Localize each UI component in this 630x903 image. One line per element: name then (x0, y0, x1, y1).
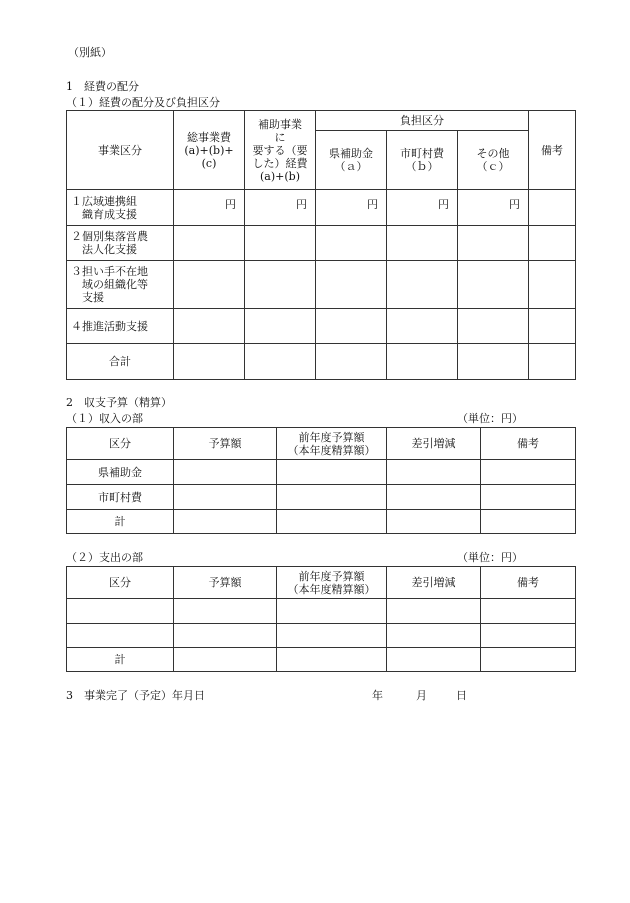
cell-empty (387, 261, 458, 309)
table-row (67, 309, 576, 344)
cell-empty (174, 485, 277, 510)
cell-empty (174, 344, 245, 380)
date-year-label: 年 (372, 689, 383, 702)
header-remarks: 備考 (481, 428, 576, 460)
cell-empty (316, 344, 387, 380)
cell-empty (316, 309, 387, 344)
row-label: 市町村費 (67, 485, 174, 510)
cell-empty (387, 599, 481, 624)
header-prev-budget: 前年度予算額 （本年度精算額） (277, 428, 387, 460)
cell-empty (174, 261, 245, 309)
expense-table (66, 566, 576, 672)
table-row (67, 226, 576, 261)
cell-empty (174, 599, 277, 624)
cell-empty (387, 460, 481, 485)
header-remarks: 備考 (529, 111, 576, 190)
table-row (67, 460, 576, 485)
expense-unit: （単位：円） (457, 551, 523, 564)
header-budget: 予算額 (174, 428, 277, 460)
table-row (67, 261, 576, 309)
section1-title: 1 経費の配分 (66, 80, 139, 93)
cell-empty (458, 261, 529, 309)
cell-empty (387, 510, 481, 534)
cell-empty (277, 624, 387, 648)
yen-unit: 円 (245, 190, 316, 226)
total-label: 合計 (67, 344, 174, 380)
cell-empty (174, 309, 245, 344)
cell-empty (529, 261, 576, 309)
yen-unit: 円 (316, 190, 387, 226)
cell-empty (245, 344, 316, 380)
cell-empty (481, 599, 576, 624)
header-difference: 差引増減 (387, 567, 481, 599)
cell-empty (387, 485, 481, 510)
section2-title: 2 収支予算（精算） (66, 396, 172, 409)
cell-empty (529, 344, 576, 380)
header-category: 事業区分 (67, 111, 174, 190)
header-category: 区分 (67, 428, 174, 460)
income-subtitle: （１）収入の部 (66, 412, 143, 425)
yen-unit: 円 (174, 190, 245, 226)
row-label: 計 (67, 510, 174, 534)
table-row (67, 485, 576, 510)
cell-empty (174, 624, 277, 648)
table-row (67, 510, 576, 534)
cell-empty (529, 226, 576, 261)
row-label: １広域連携組 織育成支援 (67, 190, 174, 226)
row-label: ４推進活動支援 (67, 309, 174, 344)
cell-empty (245, 226, 316, 261)
date-month-label: 月 (416, 689, 427, 702)
cell-empty (458, 344, 529, 380)
income-unit: （単位：円） (457, 412, 523, 425)
cell-empty (277, 485, 387, 510)
cell-empty (529, 190, 576, 226)
header-total: 総事業費 (a)+(b)+ (c) (174, 111, 245, 190)
cell-empty (458, 226, 529, 261)
expense-allocation-table (66, 110, 576, 380)
cell-empty (316, 261, 387, 309)
cell-empty (277, 648, 387, 672)
cell-empty (481, 624, 576, 648)
cell-empty (174, 226, 245, 261)
yen-unit: 円 (387, 190, 458, 226)
row-label: 県補助金 (67, 460, 174, 485)
expense-subtitle: （２）支出の部 (66, 551, 143, 564)
table-row (67, 648, 576, 672)
header-subsidy-cost: 補助事業 に 要する（要 した）経費 (a)+(b) (245, 111, 316, 190)
table-row (67, 190, 576, 226)
cell-empty (481, 648, 576, 672)
cell-empty (174, 510, 277, 534)
cell-empty (245, 309, 316, 344)
header-city: 市町村費 （ｂ） (387, 131, 458, 190)
header-prev-budget: 前年度予算額 （本年度精算額） (277, 567, 387, 599)
header-difference: 差引増減 (387, 428, 481, 460)
cell-empty (458, 309, 529, 344)
header-note: （別紙） (68, 46, 112, 59)
income-table (66, 427, 576, 534)
table-row (67, 599, 576, 624)
header-category: 区分 (67, 567, 174, 599)
cell-empty (277, 510, 387, 534)
date-day-label: 日 (456, 689, 467, 702)
cell-empty (174, 648, 277, 672)
row-label: ２個別集落営農 法人化支援 (67, 226, 174, 261)
row-label: ３担い手不在地 域の組織化等 支援 (67, 261, 174, 309)
section3-title: 3 事業完了（予定）年月日 (66, 689, 205, 702)
cell-empty (387, 226, 458, 261)
row-label: 計 (67, 648, 174, 672)
header-burden: 負担区分 (316, 111, 529, 131)
yen-unit: 円 (458, 190, 529, 226)
cell-empty (387, 309, 458, 344)
cell-empty (529, 309, 576, 344)
cell-empty (174, 460, 277, 485)
row-label (67, 599, 174, 624)
header-pref: 県補助金 （ａ） (316, 131, 387, 190)
cell-empty (481, 510, 576, 534)
cell-empty (387, 624, 481, 648)
table-row (67, 344, 576, 380)
cell-empty (245, 261, 316, 309)
cell-empty (481, 460, 576, 485)
cell-empty (481, 485, 576, 510)
cell-empty (387, 344, 458, 380)
cell-empty (316, 226, 387, 261)
table-row (67, 624, 576, 648)
cell-empty (387, 648, 481, 672)
cell-empty (277, 460, 387, 485)
row-label (67, 624, 174, 648)
header-remarks: 備考 (481, 567, 576, 599)
cell-empty (277, 599, 387, 624)
header-budget: 予算額 (174, 567, 277, 599)
header-other: その他 （ｃ） (458, 131, 529, 190)
section1-subtitle: （１）経費の配分及び負担区分 (66, 96, 220, 109)
